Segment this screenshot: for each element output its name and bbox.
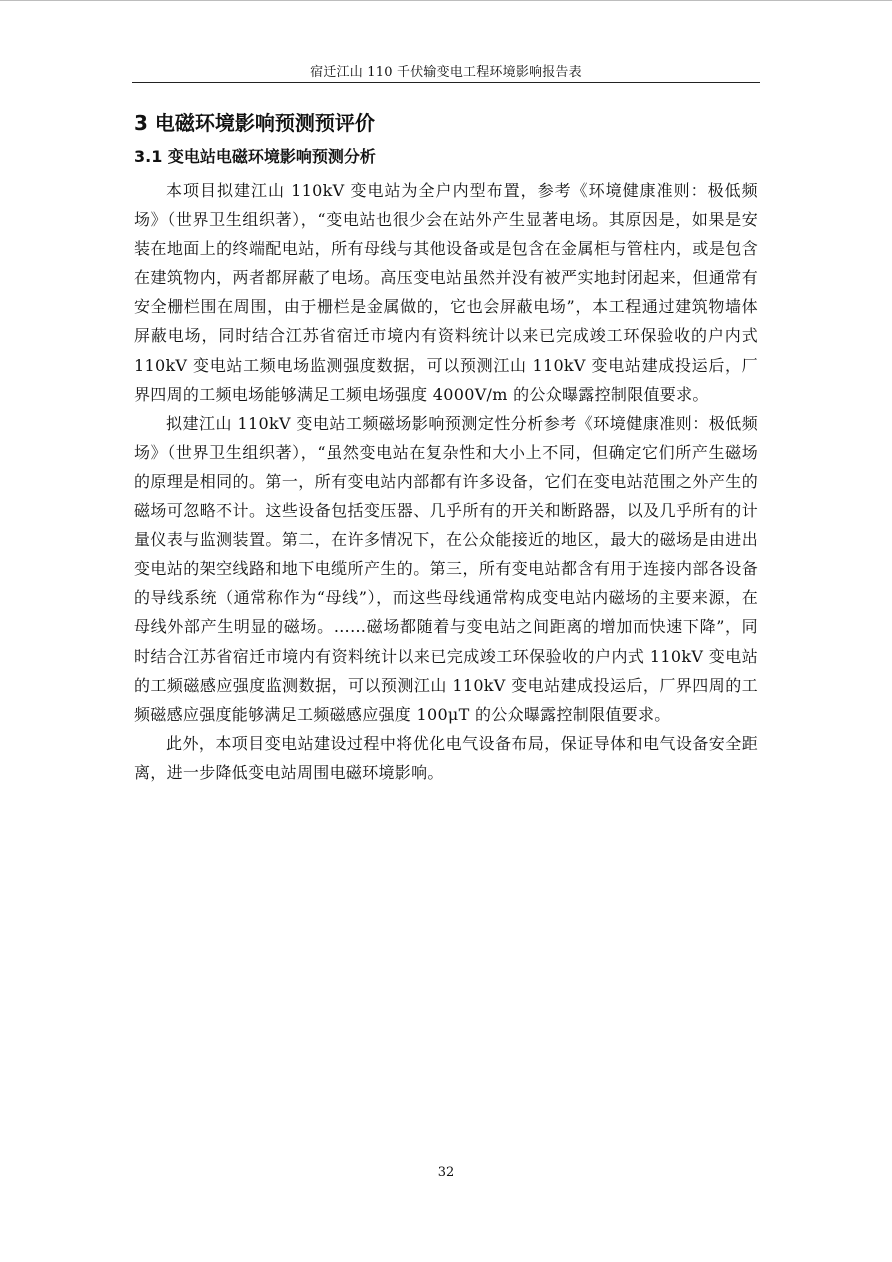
page-header: 宿迁江山 110 千伏输变电工程环境影响报告表 — [132, 63, 760, 83]
page-number: 32 — [437, 1165, 455, 1180]
paragraph-magnetic-field: 拟建江山 110kV 变电站工频磁场影响预测定性分析参考《环境健康准则：极低频场》（世界卫生组织著），“虽然变电站在复杂性和大小上不同，但确定它们所产生磁场的原理是相同的。第一，所有变电站内部都有许多设备，它们在变电站范围之外产生的磁场可忽略不计。这些设备包括变压器、几乎所有的开关和断路器，以及几乎所有的计量仪表与监测装置。第二，在许多情况下，在公众能接近的地区，最大的磁场是由进出变电站的架空线路和地下电缆所产生的。第三，所有变电站都含有用于连接内部各设备的导线系统（通常称作为“母线”），而这些母线通常构成变电站内磁场的主要来源，在母线外部产生明显的磁场。……磁场都随着与变电站之间距离的增加而快速下降”，同时结合江苏省宿迁市境内有资料统计以来已完成竣工环保验收的户内式 110kV 变电站的工频磁感应强度监测数据，可以预测江山 110kV 变电站建成投运后，厂界四周的工频磁感应强度能够满足工频磁感应强度 100μT 的公众曝露控制限值要求。 — [134, 413, 758, 724]
chapter-title: 3 电磁环境影响预测预评价 — [134, 111, 375, 135]
top-border — [0, 0, 892, 1]
section-title: 3.1 变电站电磁环境影响预测分析 — [134, 147, 376, 166]
page-body — [134, 100, 758, 787]
paragraph-electric-field: 本项目拟建江山 110kV 变电站为全户内型布置，参考《环境健康准则：极低频场》（世界卫生组织著），“变电站也很少会在站外产生显著电场。其原因是，如果是安装在地面上的终端配电站，所有母线与其他设备或是包含在金属柜与管柱内，或是包含在建筑物内，两者都屏蔽了电场。高压变电站虽然并没有被严实地封闭起来，但通常有安全栅栏围在周围，由于栅栏是金属做的，它也会屏蔽电场”，本工程通过建筑物墙体屏蔽电场，同时结合江苏省宿迁市境内有资料统计以来已完成竣工环保验收的户内式 110kV 变电站工频电场监测强度数据，可以预测江山 110kV 变电站建成投运后，厂界四周的工频电场能够满足工频电场强度 4000V/m 的公众曝露控制限值要求。 — [134, 181, 758, 404]
paragraph-mitigation: 此外，本项目变电站建设过程中将优化电气设备布局，保证导体和电气设备安全距离，进一步降低变电站周围电磁环境影响。 — [134, 733, 758, 782]
